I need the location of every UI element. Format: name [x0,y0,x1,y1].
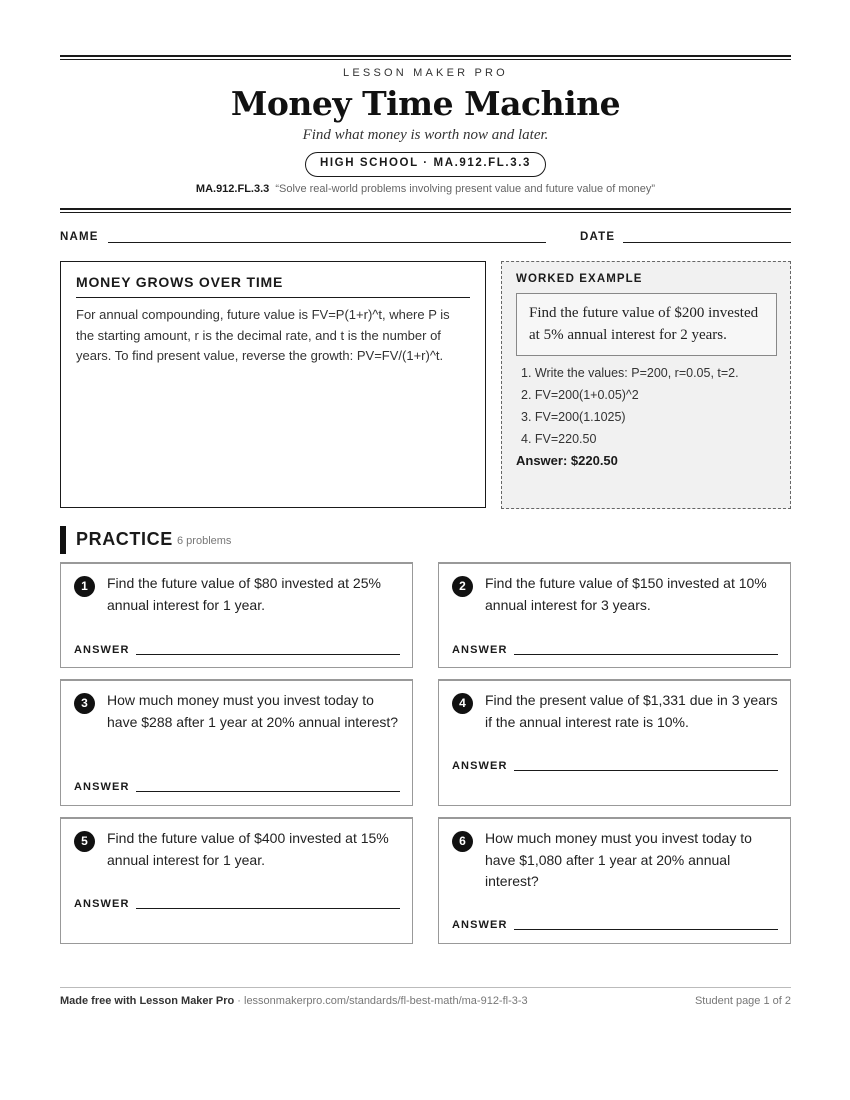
worked-example-answer: Answer: $220.50 [516,453,618,468]
problem-number: 2 [452,576,473,597]
standard-description [60,183,791,195]
worked-example-steps [516,362,776,450]
answer-field[interactable] [136,908,400,909]
answer-label: ANSWER [452,644,508,656]
problem-number: 5 [74,831,95,852]
answer-label: ANSWER [452,919,508,931]
answer-field[interactable] [514,770,778,771]
problem-card-1 [60,562,413,668]
problem-text: How much money must you invest today to have $288 after 1 year at 20% annual interest? [107,692,399,730]
problem-card-4 [438,679,791,806]
answer-field[interactable] [514,929,778,930]
level-badge: HIGH SCHOOL · MA.912.FL.3.3 [305,152,546,177]
problem-card-6 [438,817,791,944]
brand-name: LESSON MAKER PRO [343,67,508,79]
answer-label: ANSWER [74,644,130,656]
standard-text: “Solve real-world problems involving present value and future value of money” [275,183,656,195]
worked-example-label: WORKED EXAMPLE [516,273,643,285]
practice-accent-bar [60,526,66,554]
footer-credit [60,995,528,1007]
concept-text: For annual compounding, future value is FV=P(1+r)^t, where P is the starting amount, r is the decimal rate, and t is the number of years. To find present value, reverse the growth: PV=FV/(1+r)^t. [76,307,450,363]
concept-title: MONEY GROWS OVER TIME [76,274,470,298]
worked-example-problem: Find the future value of $200 invested at 5% annual interest for 2 years. [516,293,777,356]
problem-card-2 [438,562,791,668]
name-field[interactable] [108,242,546,243]
problem-text: Find the future value of $150 invested at 10% annual interest for 3 years. [485,575,767,613]
footer-rule [60,987,791,988]
worked-example-step: 1. Write the values: P=200, r=0.05, t=2. [521,366,739,380]
concept-box [60,261,486,508]
answer-field[interactable] [514,654,778,655]
problem-card-5 [60,817,413,944]
worksheet-page [60,0,791,1100]
worked-example-step: 3. FV=200(1.1025) [521,410,626,424]
page-title: Money Time Machine [230,84,621,123]
name-label: NAME [60,231,99,243]
footer-made-with: Made free with Lesson Maker Pro [60,995,235,1007]
date-field[interactable] [623,242,791,243]
footer-url[interactable]: · lessonmakerpro.com/standards/fl-best-math/ma-912-fl-3-3 [234,995,528,1007]
problem-number: 4 [452,693,473,714]
date-label: DATE [580,231,616,243]
problem-number: 6 [452,831,473,852]
header-top-rule [60,55,791,60]
worked-example-step: 2. FV=200(1+0.05)^2 [521,388,639,402]
worked-example-box [501,261,791,509]
worked-example-step: 4. FV=220.50 [521,432,597,446]
problem-text: How much money must you invest today to have $1,080 after 1 year at 20% annual interest? [485,830,752,889]
practice-title: PRACTICE [76,529,173,549]
answer-field[interactable] [136,654,400,655]
problem-text: Find the present value of $1,331 due in 3 years if the annual interest rate is 10%. [485,692,778,730]
standard-code: MA.912.FL.3.3 [195,183,270,195]
page-subtitle: Find what money is worth now and later. [302,127,549,143]
answer-label: ANSWER [74,781,130,793]
practice-count: 6 problems [177,535,232,547]
problem-number: 3 [74,693,95,714]
problem-text: Find the future value of $80 invested at 25% annual interest for 1 year. [107,575,381,613]
problem-number: 1 [74,576,95,597]
answer-label: ANSWER [74,898,130,910]
answer-label: ANSWER [452,760,508,772]
footer-page-number: Student page 1 of 2 [694,995,791,1007]
answer-field[interactable] [136,791,400,792]
header-bottom-rule [60,208,791,213]
problem-text: Find the future value of $400 invested at 15% annual interest for 1 year. [107,830,389,868]
problem-card-3 [60,679,413,806]
